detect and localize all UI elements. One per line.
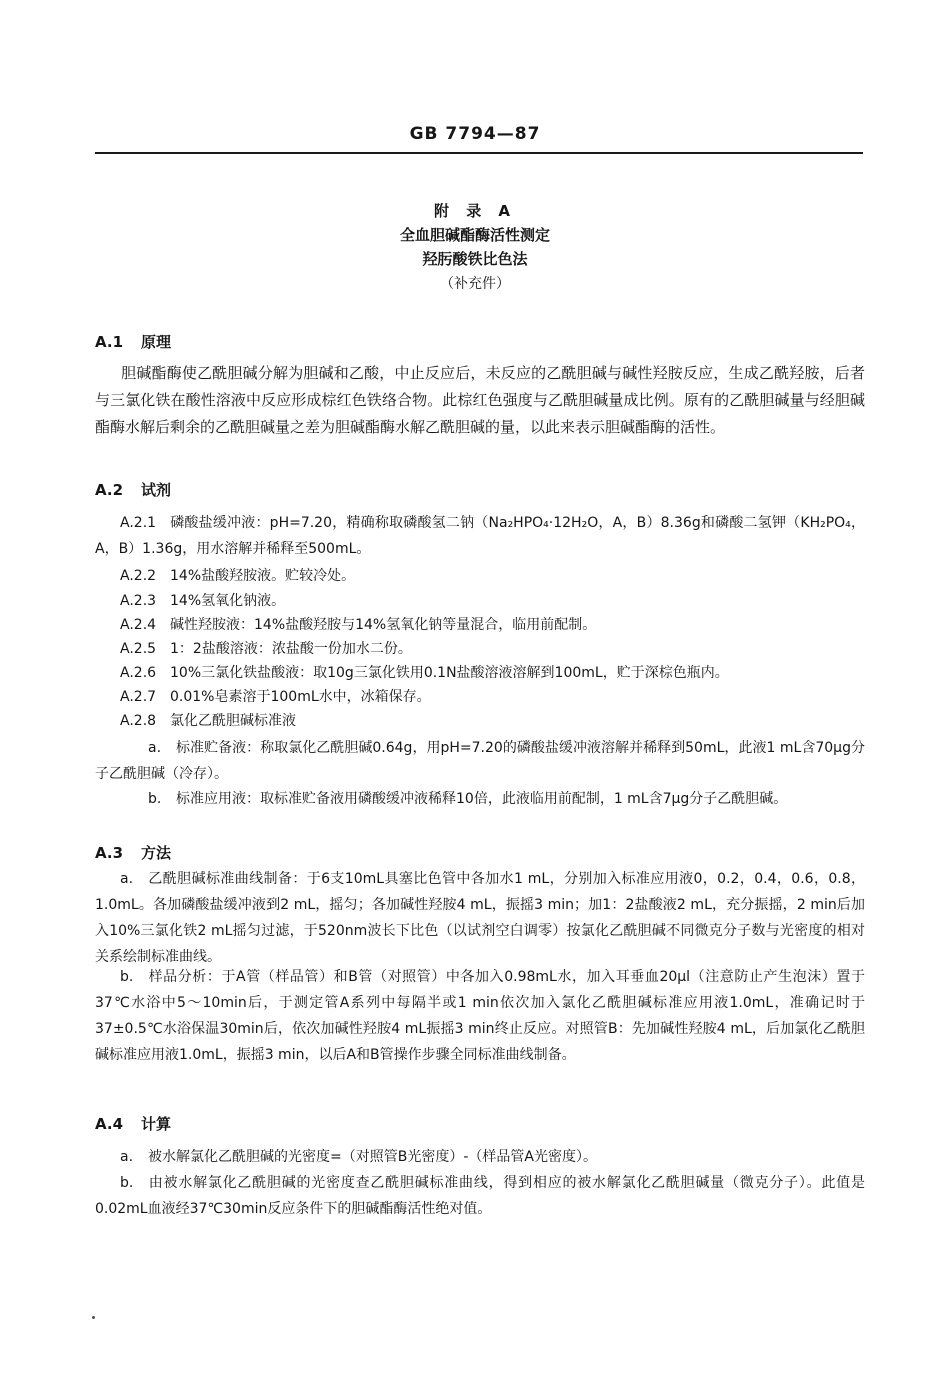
reagent-item [120, 709, 865, 733]
item-text: 磷酸盐缓冲液：pH=7.20，精确称取磷酸氢二钠（Na₂HPO₄·12H₂O，A，B）8.36g和磷酸二氢钾（KH₂PO₄，A，B）1.36g，用水溶解并稀释至500mL。 [95, 515, 865, 557]
item-text: 1：2盐酸溶液：浓盐酸一份加水二份。 [170, 641, 412, 657]
reagent-item [95, 510, 865, 562]
reagent-item [120, 637, 865, 661]
section-title: 计算 [141, 1115, 172, 1133]
item-number: A.2.6 [120, 665, 157, 681]
item-number: A.2.5 [120, 641, 157, 657]
item-text: 0.01%皂素溶于100mL水中，冰箱保存。 [170, 689, 431, 705]
header-rule [95, 152, 863, 154]
section-title: 试剂 [141, 481, 172, 499]
item-text: 氯化乙酰胆碱标准液 [170, 713, 296, 729]
section-title: 方法 [141, 844, 172, 862]
sub-text: 被水解氯化乙酰胆碱的光密度=（对照管B光密度）-（样品管A光密度）。 [148, 1149, 597, 1165]
paragraph-text: 胆碱酯酶使乙酰胆碱分解为胆碱和乙酸，中止反应后，未反应的乙酰胆碱与碱性羟胺反应，生成乙酰羟胺，后者与三氯化铁在酸性溶液中反应形成棕红色铁络合物。此棕红色强度与乙酰胆碱量成比例。原有的乙酰胆碱量与经胆碱酯酶水解后剩余的乙酰胆碱量之差为胆碱酯酶水解乙酰胆碱的量，以此来表示胆碱酯酶的活性。 [95, 364, 865, 436]
section-a2-heading [95, 479, 171, 500]
reagent-item [120, 661, 865, 685]
section-a1-heading [95, 331, 171, 352]
calculation-step-a [95, 1144, 865, 1170]
standard-code-header: GB 7794—87 [409, 124, 541, 144]
item-number: A.2.8 [120, 713, 157, 729]
reagent-item [120, 564, 865, 588]
reagent-item [120, 589, 865, 613]
item-text: 碱性羟胺液：14%盐酸羟胺与14%氢氧化钠等量混合，临用前配制。 [170, 617, 597, 633]
appendix-title: 全血胆碱酯酶活性测定 [399, 226, 550, 244]
sub-label: a. [148, 740, 162, 756]
section-a4-heading [95, 1113, 171, 1134]
sub-text: 样品分析：于A管（样品管）和B管（对照管）中各加入0.98mL水，加入耳垂血20μl（注意防止产生泡沫）置于37℃水浴中5～10min后，于测定管A系列中每隔半或1 min依次加入氯化乙酰胆碱标准应用液1.0mL，准确记时于37±0.5℃水浴保温30min后，依次加碱性羟胺4 mL振摇3 min终止反应。对照管B：先加碱性羟胺4 mL，后加氯化乙酰胆碱标准应用液1.0mL，振摇3 min，以后A和B管操作步骤全同标准曲线制备。 [95, 969, 865, 1063]
sub-text: 标准贮备液：称取氯化乙酰胆碱0.64g，用pH=7.20的磷酸盐缓冲液溶解并稀释到50mL，此液1 mL含70μg分子乙酰胆碱（冷存）。 [95, 740, 865, 782]
item-text: 14%氢氧化钠液。 [170, 593, 286, 609]
standard-working-solution [95, 786, 865, 812]
section-number: A.3 [95, 844, 124, 862]
sub-label: a. [120, 1149, 134, 1165]
item-number: A.2.7 [120, 689, 157, 705]
item-text: 14%盐酸羟胺液。贮较冷处。 [170, 568, 356, 584]
section-number: A.2 [95, 481, 124, 499]
appendix-method: 羟肟酸铁比色法 [422, 250, 528, 268]
item-number: A.2.4 [120, 617, 157, 633]
sub-label: b. [148, 791, 162, 807]
sub-label: b. [120, 1175, 134, 1191]
sub-text: 由被水解氯化乙酰胆碱的光密度查乙酰胆碱标准曲线，得到相应的被水解氯化乙酰胆碱量（微克分子）。此值是0.02mL血液经37℃30min反应条件下的胆碱酯酶活性绝对值。 [95, 1175, 865, 1217]
scan-speck [92, 1316, 95, 1319]
method-sample-analysis [95, 964, 865, 1068]
section-number: A.4 [95, 1115, 124, 1133]
section-number: A.1 [95, 333, 124, 351]
item-text: 10%三氯化铁盐酸液：取10g三氯化铁用0.1N盐酸溶液溶解到100mL，贮于深棕色瓶内。 [170, 665, 729, 681]
section-a1-paragraph [95, 360, 865, 441]
section-title: 原理 [141, 333, 172, 351]
sub-label: b. [120, 969, 134, 985]
calculation-step-b [95, 1170, 865, 1222]
item-number: A.2.2 [120, 568, 157, 584]
method-standard-curve [95, 866, 865, 970]
item-number: A.2.3 [120, 593, 157, 609]
sub-label: a. [120, 871, 134, 887]
reagent-item [120, 685, 865, 709]
standard-stock-solution [95, 735, 865, 787]
appendix-label: 附 录 A [433, 202, 517, 220]
appendix-type: （补充件） [440, 276, 510, 292]
reagent-item [120, 613, 865, 637]
sub-text: 标准应用液：取标准贮备液用磷酸缓冲液稀释10倍，此液临用前配制，1 mL含7μg分子乙酰胆碱。 [176, 791, 788, 807]
sub-text: 乙酰胆碱标准曲线制备：于6支10mL具塞比色管中各加水1 mL，分别加入标准应用液0，0.2，0.4，0.6，0.8，1.0mL。各加磷酸盐缓冲液到2 mL，摇匀；各加碱性羟胺4 mL，振摇3 min；加1：2盐酸液2 mL，充分振摇，2 min后加入10%三氯化铁2 mL摇匀过滤，于520nm波长下比色（以试剂空白调零）按氯化乙酰胆碱不同微克分子数与光密度的相对关系绘制标准曲线。 [95, 871, 865, 965]
item-number: A.2.1 [120, 515, 157, 531]
section-a3-heading [95, 842, 171, 863]
